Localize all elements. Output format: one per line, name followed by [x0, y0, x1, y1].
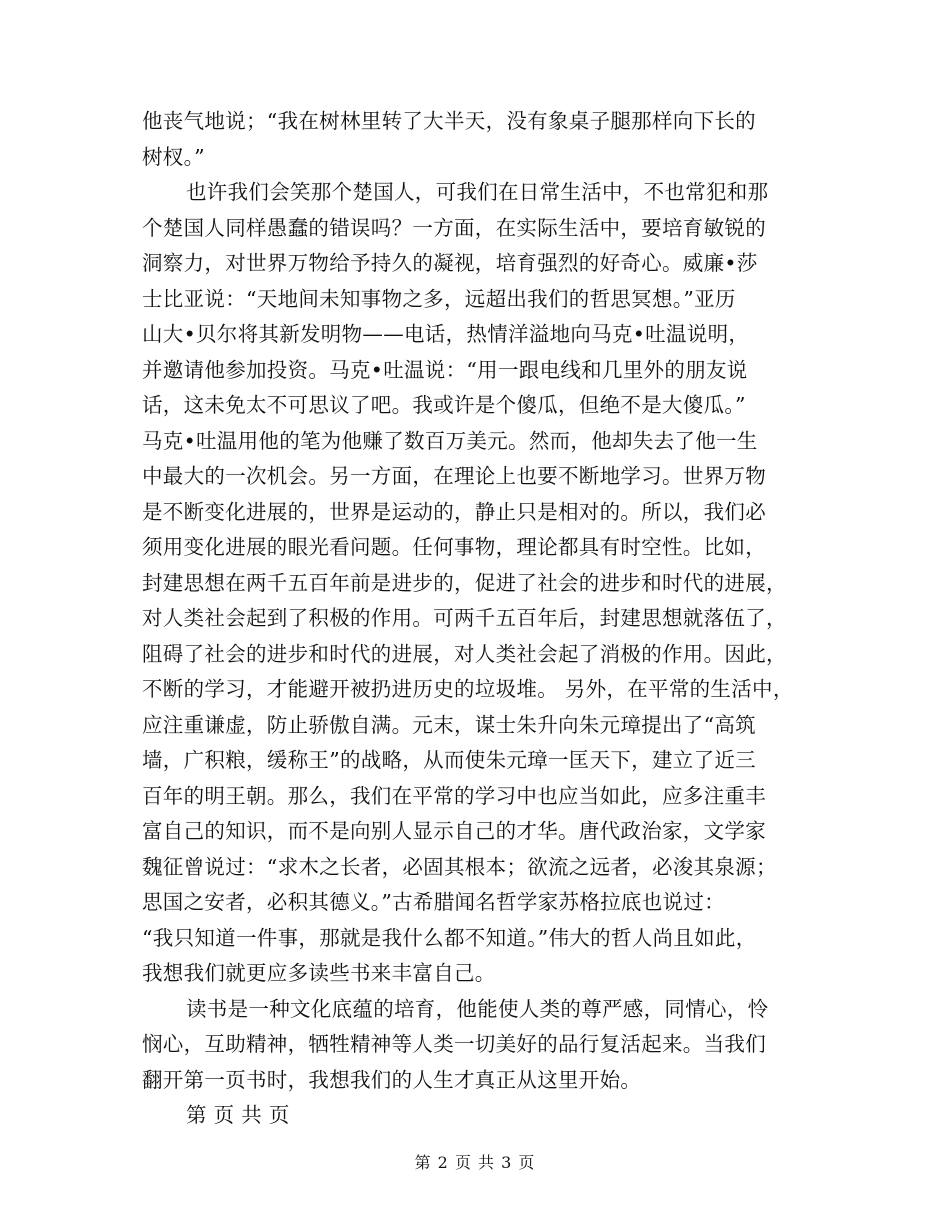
text-line: 第 页 共 页 — [186, 1103, 290, 1127]
text-line: 话，这未免太不可思议了吧。我或许是个傻瓜，但绝不是大傻瓜。” — [142, 393, 746, 417]
text-line: 他丧气地说；“我在树林里转了大半天，没有象桌子腿那样向下长的 — [142, 109, 756, 133]
text-line: 读书是一种文化底蕴的培育，他能使人类的尊严感，同情心，怜 — [186, 996, 769, 1021]
text-line: 我想我们就更应多读些书来丰富自己。 — [142, 961, 496, 985]
text-line: 士比亚说：“天地间未知事物之多，远超出我们的哲思冥想。”亚历 — [142, 286, 736, 311]
text-line: 树杈。” — [142, 144, 205, 169]
body-text — [142, 104, 832, 1134]
text-line: 也许我们会笑那个楚国人，可我们在日常生活中，不也常犯和那 — [186, 180, 769, 204]
text-line: 悯心，互助精神，牺牲精神等人类一切美好的品行复活起来。当我们 — [142, 1032, 766, 1056]
text-line: 富自己的知识，而不是向别人显示自己的才华。唐代政治家，文学家 — [142, 819, 766, 843]
text-line: 是不断变化进展的，世界是运动的，静止只是相对的。所以，我们必 — [142, 499, 766, 524]
text-line: 墙，广积粮，缓称王”的战略，从而使朱元璋一匡天下，建立了近三 — [142, 748, 756, 772]
text-line: 魏征曾说过：“求木之长者，必固其根本；欲流之远者，必浚其泉源； — [142, 854, 777, 879]
text-line: 应注重谦虚，防止骄傲自满。元末，谋士朱升向朱元璋提出了“高筑 — [142, 712, 756, 737]
text-line: 思国之安者，必积其德义。”古希腊闻名哲学家苏格拉底也说过： — [142, 890, 725, 914]
text-line: 洞察力，对世界万物给予持久的凝视，培育强烈的好奇心。威廉•莎 — [142, 251, 758, 275]
text-line: 个楚国人同样愚蠢的错误吗？一方面，在实际生活中，要培育敏锐的 — [142, 215, 766, 240]
text-line: 须用变化进展的眼光看问题。任何事物，理论都具有时空性。比如， — [142, 535, 766, 559]
text-line: 并邀请他参加投资。马克•吐温说：“用一跟电线和几里外的朋友说 — [142, 357, 748, 382]
text-line: 山大•贝尔将其新发明物——电话，热情洋溢地向马克•吐温说明， — [142, 322, 750, 346]
text-line: 马克•吐温用他的笔为他赚了数百万美元。然而，他却失去了他一生 — [142, 428, 758, 453]
text-line: 阻碍了社会的进步和时代的进展，对人类社会起了消极的作用。因此， — [142, 641, 787, 666]
text-line: 翻开第一页书时，我想我们的人生才真正从这里开始。 — [142, 1067, 642, 1092]
text-line: “我只知道一件事，那就是我什么都不知道。”伟大的哲人尚且如此， — [142, 925, 757, 950]
text-line: 不断的学习，才能避开被扔进历史的垃圾堆。 另外，在平常的生活中， — [142, 677, 794, 701]
text-line: 封建思想在两千五百年前是进步的，促进了社会的进步和时代的进展， — [142, 570, 787, 595]
text-line: 中最大的一次机会。另一方面，在理论上也要不断地学习。世界万物 — [142, 464, 766, 488]
text-line: 百年的明王朝。那么，我们在平常的学习中也应当如此，应多注重丰 — [142, 783, 766, 808]
page-footer: 第 2 页 共 3 页 — [414, 1153, 536, 1172]
text-line: 对人类社会起到了积极的作用。可两千五百年后，封建思想就落伍了， — [142, 606, 787, 630]
